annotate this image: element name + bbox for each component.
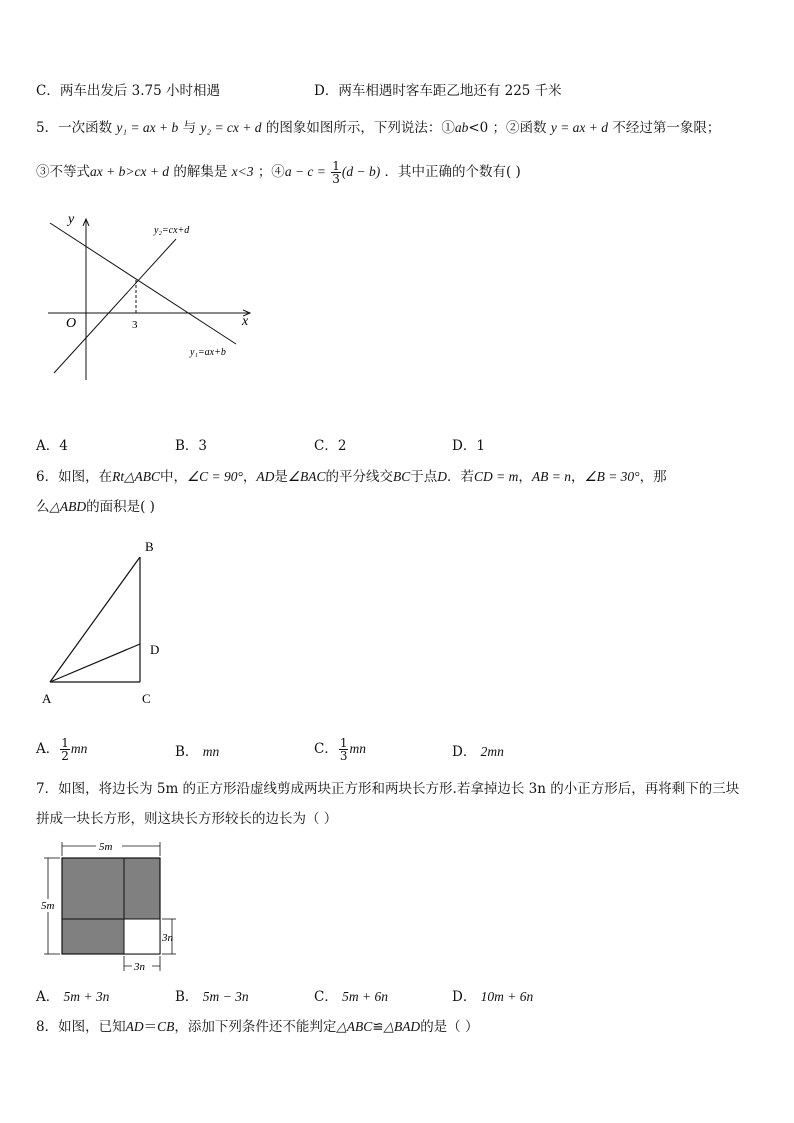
right-dimension-label: 3n	[162, 932, 173, 944]
q4-option-d: D．两车相遇时客车距乙地还有 225 千米	[314, 83, 562, 99]
q7-option-d[interactable]: D． 10m + 6n	[452, 989, 534, 1005]
q5-y2: y₂ = cx + d	[200, 120, 262, 135]
q5-equation: a − c =	[284, 164, 326, 179]
q5-text: 的解集是	[173, 164, 228, 180]
removed-small-square	[124, 919, 160, 954]
line2-label: y₂=cx+d	[154, 225, 190, 236]
top-dimension-label: 5m	[99, 841, 113, 853]
q6-ad: AD	[256, 469, 275, 484]
q5-fraction: $\frac{1}{3}$	[332, 159, 340, 186]
q6-triangle-abd: △ABD	[49, 499, 87, 514]
q5-solution: x<3	[231, 164, 254, 179]
q5-option-c[interactable]: C．2	[314, 438, 347, 454]
q6-text: ，	[242, 469, 257, 485]
q8-text: 的是（ ）	[420, 1019, 479, 1035]
bottom-dimension-label: 3n	[134, 961, 145, 973]
q6-option-c[interactable]: C． $\frac{1}{3}$ mn	[314, 736, 366, 763]
vertex-a-label: A	[42, 691, 52, 706]
q8-congruent: ≌	[372, 1019, 384, 1035]
q6-option-c-fraction: $\frac{1}{3}$	[339, 736, 348, 763]
q5-stem-line2	[36, 160, 521, 185]
q6-text: ，	[518, 469, 532, 485]
q6-text: ，那	[639, 469, 667, 485]
q5-ab: ab	[454, 120, 469, 135]
q5-text: ．其中正确的个数有( )	[384, 164, 521, 180]
q6-bc: BC	[392, 469, 411, 484]
q7-stem-line1: 7．如图，将边长为 5m 的正方形沿虚线剪成两块正方形和两块长方形.若拿掉边长 3n 的小正方形后，再将剩下的三块	[36, 781, 740, 797]
q6-stem-line2	[36, 498, 155, 516]
q6-option-a[interactable]: A． $\frac{1}{2}$ mn	[36, 736, 88, 763]
q7-option-a[interactable]: A． 5m + 3n	[36, 989, 110, 1005]
q6-ab: AB = n	[531, 469, 571, 484]
q5-paren: (d − b)	[341, 164, 381, 179]
q5-func: y = ax + d	[550, 120, 609, 135]
q8-triangle-abc: △ABC	[336, 1019, 373, 1034]
point-d-label: D	[150, 642, 160, 657]
vertex-c-label: C	[142, 691, 151, 706]
q5-text: 5．一次函数	[36, 120, 113, 136]
q6-option-d[interactable]: D． 2mn	[452, 744, 504, 760]
q5-option-d[interactable]: D．1	[452, 438, 485, 454]
origin-label: O	[66, 316, 77, 331]
q6-text: 于点	[410, 469, 438, 485]
q5-text: <0 ；②函数	[468, 120, 547, 136]
q5-y1: y₁ = ax + b	[116, 120, 179, 135]
q6-angle-b: ∠B = 30°	[584, 469, 640, 484]
q6-cd: CD = m	[473, 469, 519, 484]
q6-text: 的面积是( )	[86, 499, 155, 515]
q6-text: 么	[36, 499, 50, 515]
q6-option-b[interactable]: B． mn	[175, 744, 220, 760]
tick-3-label: 3	[132, 319, 138, 331]
q4-option-c: C．两车出发后 3.75 小时相遇	[36, 83, 220, 99]
left-dimension-label: 5m	[41, 900, 55, 912]
q8-text: ，添加下列条件还不能判定	[174, 1019, 337, 1035]
q6-text: 是	[274, 469, 288, 485]
q6-text: ，	[570, 469, 585, 485]
q6-angle-bac: ∠BAC	[287, 469, 326, 484]
q8-cb: CB	[157, 1019, 175, 1034]
q6-text: 的平分线交	[325, 469, 393, 485]
q5-graph	[40, 205, 265, 390]
vertex-b-label: B	[145, 539, 154, 554]
q6-triangle-figure	[38, 535, 173, 710]
q8-text: 8．如图，已知	[36, 1019, 126, 1035]
q7-option-c[interactable]: C． 5m + 6n	[314, 989, 388, 1005]
q8-ad: AD	[125, 1019, 144, 1034]
q6-option-a-fraction: $\frac{1}{2}$	[61, 736, 69, 763]
q8-text: ＝	[143, 1019, 158, 1035]
x-axis-label: x	[242, 314, 249, 329]
q8-triangle-bad: △BAD	[383, 1019, 421, 1034]
q6-text: 中，	[159, 469, 187, 485]
q5-text: ；④	[257, 164, 285, 180]
line1-label: y₁=ax+b	[190, 347, 226, 358]
q6-rt-triangle: Rt△ABC	[112, 469, 160, 484]
q7-square-figure	[38, 838, 188, 978]
y-axis-label: y	[68, 212, 75, 227]
q5-option-a[interactable]: A．4	[36, 438, 68, 454]
q5-inequality: ax + b>cx + d	[90, 164, 170, 179]
q5-option-b[interactable]: B．3	[175, 438, 208, 454]
line-y1	[50, 223, 236, 344]
q6-text: ．若	[446, 469, 474, 485]
q5-text: 与	[182, 120, 197, 136]
q6-point-d: D	[437, 469, 447, 484]
line-y2	[54, 239, 176, 373]
q5-text: ③不等式	[36, 164, 90, 180]
q5-stem-line1	[36, 119, 720, 137]
q6-angle-c: ∠C = 90°	[186, 469, 243, 484]
q8-stem	[36, 1018, 478, 1036]
q5-text: 不经过第一象限；	[612, 120, 721, 136]
q6-stem-line1	[36, 468, 667, 486]
q7-option-b[interactable]: B． 5m − 3n	[175, 989, 249, 1005]
q7-stem-line2: 拼成一块长方形，则这块长方形较长的边长为（ ）	[36, 811, 338, 827]
q6-text: 6．如图，在	[36, 469, 113, 485]
q5-text: 的图象如图所示，下列说法：①	[265, 120, 455, 136]
